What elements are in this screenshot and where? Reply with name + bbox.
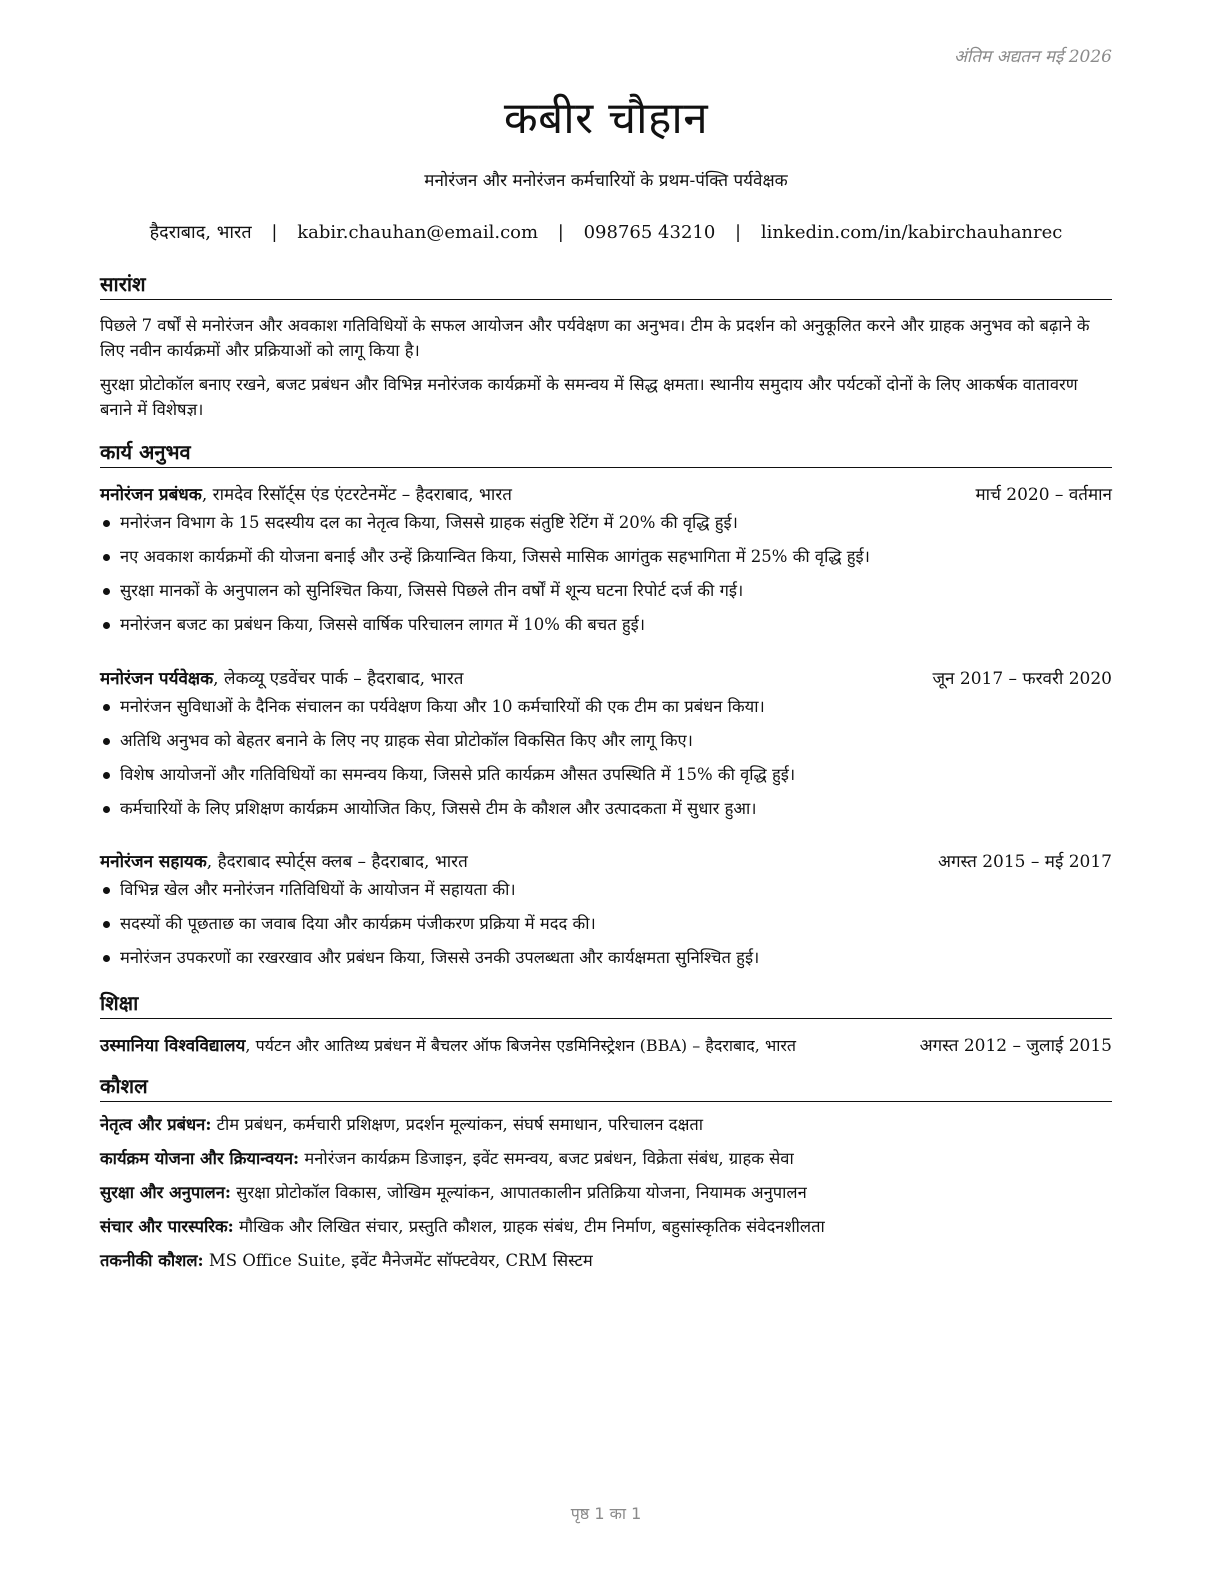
job-bullet: अतिथि अनुभव को बेहतर बनाने के लिए नए ग्राहक सेवा प्रोटोकॉल विकसित किए और लागू किए। xyxy=(100,729,1112,763)
section-title-education: शिक्षा xyxy=(100,989,1112,1019)
contact-linkedin[interactable]: linkedin.com/in/kabirchauhanrec xyxy=(760,222,1063,243)
job-bullet: सदस्यों की पूछताछ का जवाब दिया और कार्यक्रम पंजीकरण प्रक्रिया में मदद की। xyxy=(100,912,1112,946)
job-bullet-list xyxy=(100,878,1112,980)
skill-row xyxy=(100,1113,1112,1147)
education-entry xyxy=(100,1033,1112,1057)
resume-page xyxy=(100,0,1112,1584)
job-dates: मार्च 2020 – वर्तमान xyxy=(975,485,1112,505)
contact-location: हैदराबाद, भारत xyxy=(149,222,252,243)
education-degree: , पर्यटन और आतिथ्य प्रबंधन में बैचलर ऑफ बिजनेस एडमिनिस्ट्रेशन (BBA) – हैदराबाद, भारत xyxy=(245,1036,797,1055)
job-dates: जून 2017 – फरवरी 2020 xyxy=(932,669,1112,689)
education-school: उस्मानिया विश्वविद्यालय xyxy=(100,1036,246,1056)
job-header xyxy=(100,849,1112,873)
job-role: मनोरंजन सहायक xyxy=(100,852,207,872)
page-number: पृष्ठ 1 का 1 xyxy=(570,1504,642,1523)
section-title-summary: सारांश xyxy=(100,270,1112,300)
skill-label: संचार और पारस्परिक: xyxy=(100,1217,234,1236)
last-updated: अंतिम अद्यतन मई 2026 xyxy=(953,47,1112,67)
job-organization: , रामदेव रिसॉर्ट्स एंड एंटरटेनमेंट – हैदराबाद, भारत xyxy=(201,485,512,505)
summary-paragraph: पिछले 7 वर्षों से मनोरंजन और अवकाश गतिविधियों के सफल आयोजन और पर्यवेक्षण का अनुभव। टीम के प्रदर्शन को अनुकूलित करने और ग्राहक अनुभव को बढ़ाने के लिए नवीन कार्यक्रमों और प्रक्रियाओं को लागू किया है। xyxy=(100,316,1090,360)
job-bullet-list xyxy=(100,695,1112,831)
skill-row xyxy=(100,1181,1112,1215)
job-dates: अगस्त 2015 – मई 2017 xyxy=(937,852,1112,872)
skill-row xyxy=(100,1147,1112,1181)
skill-row xyxy=(100,1215,1112,1249)
job-bullet: विभिन्न खेल और मनोरंजन गतिविधियों के आयोजन में सहायता की। xyxy=(100,878,1112,912)
summary-paragraph: सुरक्षा प्रोटोकॉल बनाए रखने, बजट प्रबंधन और विभिन्न मनोरंजक कार्यक्रमों के समन्वय में सिद्ध क्षमता। स्थानीय समुदाय और पर्यटकों दोनों के लिए आकर्षक वातावरण बनाने में विशेषज्ञ। xyxy=(100,375,1078,419)
job-bullet: कर्मचारियों के लिए प्रशिक्षण कार्यक्रम आयोजित किए, जिससे टीम के कौशल और उत्पादकता में सुधार हुआ। xyxy=(100,797,1112,831)
skill-value: MS Office Suite, इवेंट मैनेजमेंट सॉफ्टवेयर, CRM सिस्टम xyxy=(203,1251,593,1270)
job-role: मनोरंजन प्रबंधक xyxy=(100,485,202,505)
contact-separator: | xyxy=(271,222,278,243)
education-dates: अगस्त 2012 – जुलाई 2015 xyxy=(919,1036,1112,1056)
job-bullet: विशेष आयोजनों और गतिविधियों का समन्वय किया, जिससे प्रति कार्यक्रम औसत उपस्थिति में 15% की वृद्धि हुई। xyxy=(100,763,1112,797)
contact-separator: | xyxy=(735,222,742,243)
job-header xyxy=(100,482,1112,506)
skill-row xyxy=(100,1249,1112,1283)
contact-phone: 098765 43210 xyxy=(583,222,716,243)
skills-list xyxy=(100,1113,1112,1283)
section-title-skills: कौशल xyxy=(100,1072,1112,1102)
job-organization: , हैदराबाद स्पोर्ट्स क्लब – हैदराबाद, भारत xyxy=(206,852,468,872)
skill-label: नेतृत्व और प्रबंधन: xyxy=(100,1115,212,1134)
contact-email[interactable]: kabir.chauhan@email.com xyxy=(297,222,539,243)
contact-line xyxy=(100,220,1112,244)
skill-value: टीम प्रबंधन, कर्मचारी प्रशिक्षण, प्रदर्शन मूल्यांकन, संघर्ष समाधान, परिचालन दक्षता xyxy=(211,1115,704,1134)
job-bullet: नए अवकाश कार्यक्रमों की योजना बनाई और उन्हें क्रियान्वित किया, जिससे मासिक आगंतुक सहभागिता में 25% की वृद्धि हुई। xyxy=(100,545,1112,579)
candidate-name: कबीर चौहान xyxy=(503,93,709,144)
skill-value: सुरक्षा प्रोटोकॉल विकास, जोखिम मूल्यांकन, आपातकालीन प्रतिक्रिया योजना, नियामक अनुपालन xyxy=(230,1183,807,1202)
job-bullet: मनोरंजन विभाग के 15 सदस्यीय दल का नेतृत्व किया, जिससे ग्राहक संतुष्टि रेटिंग में 20% की वृद्धि हुई। xyxy=(100,511,1112,545)
job-bullet: मनोरंजन सुविधाओं के दैनिक संचालन का पर्यवेक्षण किया और 10 कर्मचारियों की एक टीम का प्रबंधन किया। xyxy=(100,695,1112,729)
skill-value: मौखिक और लिखित संचार, प्रस्तुति कौशल, ग्राहक संबंध, टीम निर्माण, बहुसांस्कृतिक संवेदनशीलता xyxy=(233,1217,825,1236)
candidate-headline: मनोरंजन और मनोरंजन कर्मचारियों के प्रथम-पंक्ति पर्यवेक्षक xyxy=(424,171,788,191)
job-bullet: सुरक्षा मानकों के अनुपालन को सुनिश्चित किया, जिससे पिछले तीन वर्षों में शून्य घटना रिपोर्ट दर्ज की गई। xyxy=(100,579,1112,613)
job-bullet: मनोरंजन उपकरणों का रखरखाव और प्रबंधन किया, जिससे उनकी उपलब्धता और कार्यक्षमता सुनिश्चित हुई। xyxy=(100,946,1112,980)
skill-label: कार्यक्रम योजना और क्रियान्वयन: xyxy=(100,1149,300,1168)
contact-separator: | xyxy=(557,222,564,243)
job-bullet: मनोरंजन बजट का प्रबंधन किया, जिससे वार्षिक परिचालन लागत में 10% की बचत हुई। xyxy=(100,613,1112,647)
skill-value: मनोरंजन कार्यक्रम डिजाइन, इवेंट समन्वय, बजट प्रबंधन, विक्रेता संबंध, ग्राहक सेवा xyxy=(299,1149,794,1168)
job-role: मनोरंजन पर्यवेक्षक xyxy=(100,669,214,689)
skill-label: तकनीकी कौशल: xyxy=(100,1251,204,1270)
skill-label: सुरक्षा और अनुपालन: xyxy=(100,1183,231,1202)
job-header xyxy=(100,666,1112,690)
job-organization: , लेकव्यू एडवेंचर पार्क – हैदराबाद, भारत xyxy=(213,669,464,689)
job-bullet-list xyxy=(100,511,1112,647)
section-title-experience: कार्य अनुभव xyxy=(100,438,1112,468)
